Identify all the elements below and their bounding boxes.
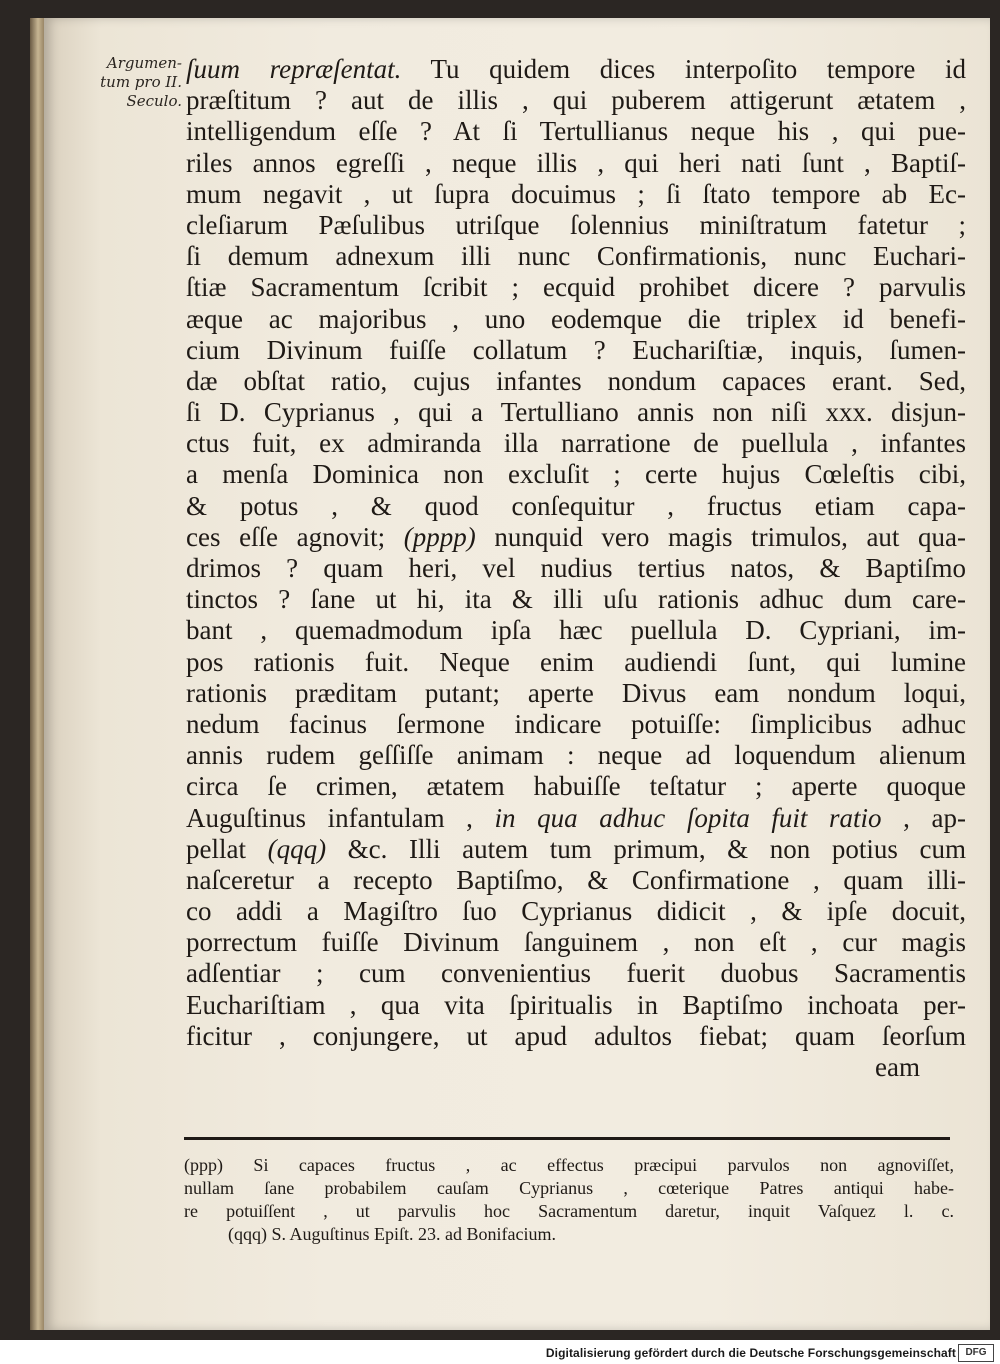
dfg-logo: DFG [958, 1344, 994, 1362]
footnotes-block [184, 1154, 954, 1246]
margin-note-line: Seculo. [126, 92, 182, 110]
text-line: ficitur , conjungere, ut apud adultos fiebat; quam ſeorſum [186, 1020, 966, 1051]
text-line: porrectum fuiſſe Divinum ſanguinem , non eſt , cur magis [186, 927, 966, 958]
text-segment: ces eſſe agnovit; [186, 521, 404, 552]
text-line: dæ obſtat ratio, cujus infantes nondum capaces erant. Sed, [186, 365, 966, 396]
text-segment: , ap- [881, 802, 966, 833]
footnote-line: (qqq) S. Auguſtinus Epiſt. 23. ad Bonifacium. [228, 1224, 556, 1244]
text-line: cleſiarum Pæſulibus utriſque ſolennius miniſtratum fatetur ; [186, 209, 966, 240]
text-line [186, 522, 966, 553]
text-line: drimos ? quam heri, vel nudius tertius natos, & Baptiſmo [186, 553, 966, 583]
text-line: annis rudem geſſiſſe animam : neque ad loquendum alienum [186, 740, 966, 771]
text-line: pos rationis fuit. Neque enim audiendi ſunt, qui lumine [186, 646, 966, 677]
text-segment: nunquid vero magis trimulos, aut qua- [475, 521, 966, 552]
footnote-line: (ppp) Si capaces fructus , ac effectus præcipui parvulos non agnoviſſet, [184, 1155, 954, 1175]
text-line: naſceretur a recepto Baptiſmo, & Confirmatione , quam illi- [186, 864, 966, 895]
text-line [186, 54, 966, 85]
text-segment: Auguſtinus infantulam , [186, 802, 495, 833]
margin-note-line: Argumen- [106, 54, 182, 72]
text-line [186, 834, 966, 865]
footnote-rule [184, 1137, 950, 1140]
text-segment: in qua adhuc ſopita fuit ratio [494, 802, 882, 833]
text-segment: (qqq) [267, 833, 327, 864]
text-line: riles annos egreſſi , neque illis , qui heri nati ſunt , Baptiſ- [186, 147, 966, 178]
text-line: bant , quemadmodum ipſa hæc puellula D. Cypriani, im- [186, 615, 966, 646]
text-line: ſtiæ Sacramentum ſcribit ; ecquid prohibet dicere ? parvulis [186, 272, 966, 303]
text-line: intelligendum eſſe ? At ſi Tertullianus neque his , qui pue- [186, 116, 966, 147]
margin-note-line: tum pro II. [100, 73, 182, 91]
text-line: circa ſe crimen, ætatem habuiſſe teſtatur ; aperte quoque [186, 771, 966, 802]
footnote-line: nullam ſane probabilem cauſam Cyprianus , cœterique Patres antiqui habe- [184, 1178, 954, 1198]
text-line: & potus , & quod conſequitur , fructus etiam capa- [186, 490, 966, 521]
text-line: a menſa Dominica non excluſit ; certe hujus Cœleſtis cibi, [186, 459, 966, 490]
text-line: rationis præditam putant; aperte Divus eam nondum loqui, [186, 677, 966, 708]
text-line: ſi D. Cyprianus , qui a Tertulliano annis non niſi xxx. disjun- [186, 397, 966, 428]
catchword: eam [875, 1052, 920, 1082]
text-line: cium Divinum fuiſſe collatum ? Euchariſtiæ, inquis, ſumen- [186, 334, 966, 365]
footer-bar [0, 1340, 1000, 1364]
text-segment: Tu quidem dices interpoſito tempore id [401, 54, 966, 84]
text-line: mum negavit , ut ſupra docuimus ; ſi ſtato tempore ab Ec- [186, 178, 966, 209]
text-line: Euchariſtiam , qua vita ſpiritualis in Baptiſmo inchoata per- [186, 989, 966, 1020]
text-line: nedum facinus ſermone indicare potuiſſe: ſimplicibus adhuc [186, 708, 966, 739]
funding-credit: Digitalisierung gefördert durch die Deutsche Forschungsgemeinschaft [545, 1346, 956, 1360]
text-segment: &c. Illi autem tum primum, & non potius cum [326, 833, 966, 864]
text-line: æque ac majoribus , uno eodemque die triplex id benefi- [186, 303, 966, 334]
text-line: ſi demum adnexum illi nunc Confirmationis, nunc Euchari- [186, 241, 966, 272]
text-line: ctus fuit, ex admiranda illa narratione de puellula , infantes [186, 428, 966, 459]
text-segment: pellat [186, 833, 268, 864]
text-segment: ſuum repræſentat. [186, 54, 402, 84]
text-line: adſentiar ; cum convenientius fuerit duobus Sacramentis [186, 958, 966, 989]
text-segment: (pppp) [403, 521, 476, 552]
text-line: tinctos ? ſane ut hi, ita & illi uſu rationis adhuc dum care- [186, 584, 966, 615]
margin-note [78, 54, 182, 111]
text-line [186, 803, 966, 834]
main-text-block [186, 54, 966, 1083]
footnote-line: re potuiſſent , ut parvulis hoc Sacramentum daretur, inquit Vaſquez l. c. [184, 1201, 954, 1221]
text-line: præſtitum ? aut de illis , qui puberem attigerunt ætatem , [186, 85, 966, 116]
text-line: co addi a Magiſtro ſuo Cyprianus didicit , & ipſe docuit, [186, 896, 966, 927]
